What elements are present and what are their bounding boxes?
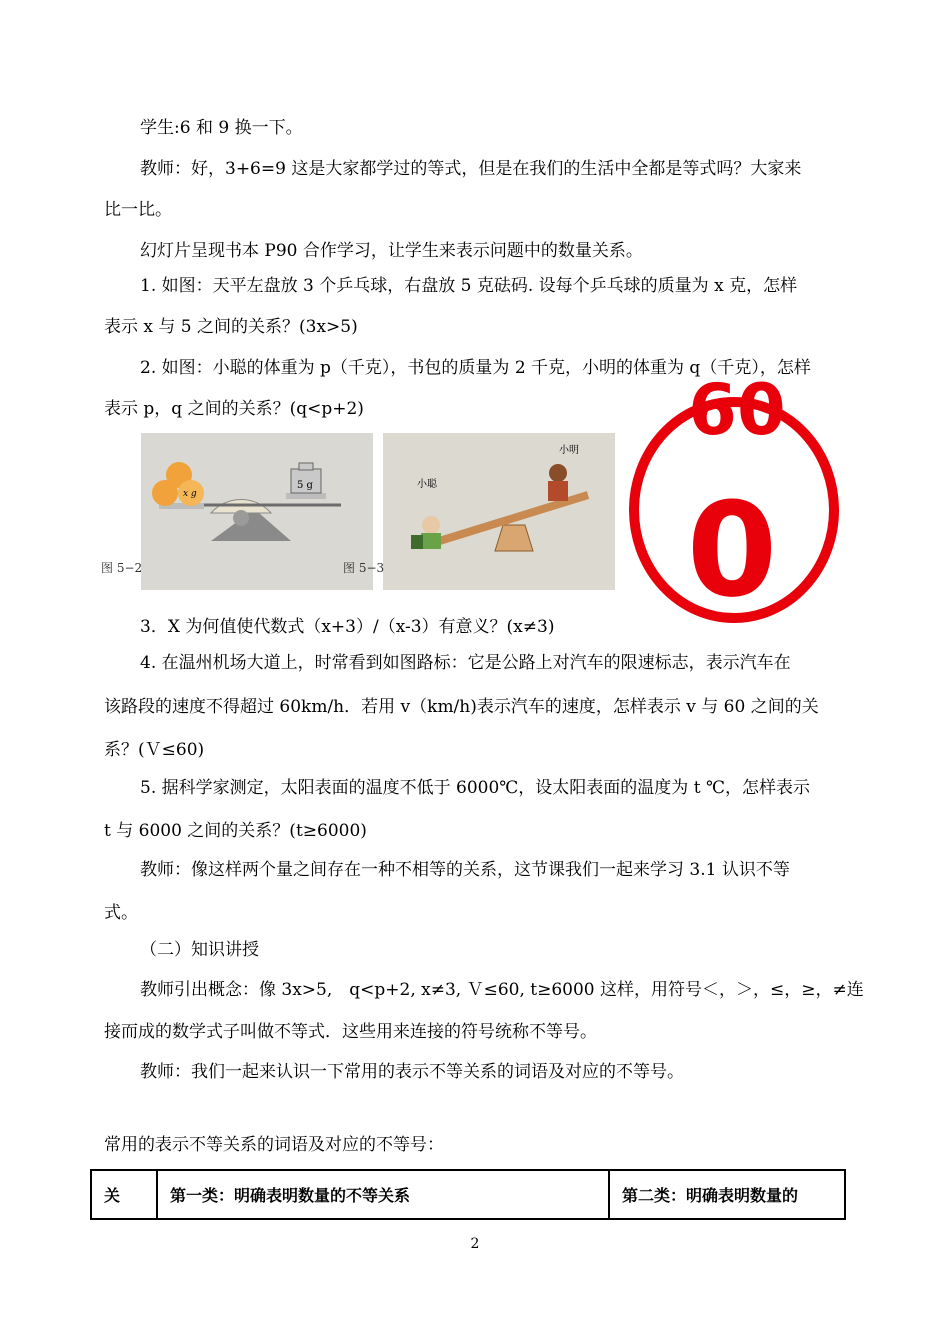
paragraph-concept-cont: 接而成的数学式子叫做不等式．这些用来连接的符号统称不等号。 [104,1022,597,1042]
question-4: 4. 在温州机场大道上，时常看到如图路标：它是公路上对汽车的限速标志，表示汽车在 [140,653,791,673]
question-2-cont: 表示 p，q 之间的关系？(q<p+2) [104,399,364,419]
paragraph-teacher-words: 教师：我们一起来认识一下常用的表示不等关系的词语及对应的不等号。 [140,1062,684,1082]
question-1-cont: 表示 x 与 5 之间的关系？(3x>5) [104,317,358,337]
question-2: 2. 如图：小聪的体重为 p（千克），书包的质量为 2 千克，小明的体重为 q（千克），怎样 [140,358,811,378]
paragraph-teacher-summary: 教师：像这样两个量之间存在一种不相等的关系，这节课我们一起来学习 3.1 认识不等 [140,860,790,880]
speed-sign-number-bottom: 0 [686,474,778,626]
speed-limit-sign [622,370,852,624]
table-cell: 第一类：明确表明数量的不等关系 [157,1170,609,1219]
paragraph-concept: 教师引出概念：像 3x>5, q<p+2, x≠3, Ｖ≤60, t≥6000 这样，用符号＜，＞，≤，≥，≠连 [140,980,864,1000]
paragraph-student-reply: 学生:6 和 9 换一下。 [140,118,303,138]
question-4-cont: 该路段的速度不得超过 60km/h．若用 v（km/h)表示汽车的速度，怎样表示 v 与 60 之间的关 [104,697,819,717]
weight-label: 5 g [297,480,313,491]
paragraph-slide: 幻灯片呈现书本 P90 合作学习，让学生来表示问题中的数量关系。 [140,241,643,261]
table-caption: 常用的表示不等关系的词语及对应的不等号： [104,1135,444,1155]
paragraph-teacher-summary-cont: 式。 [104,903,138,923]
table-cell: 关 [91,1170,157,1219]
inequality-words-table [90,1169,846,1220]
question-5: 5. 据科学家测定，太阳表面的温度不低于 6000℃，设太阳表面的温度为 t ℃，怎样表示 [140,778,810,798]
child-name-left: 小聪 [417,479,437,490]
question-5-cont: t 与 6000 之间的关系？(t≥6000) [104,821,367,841]
seesaw-figure [343,433,615,590]
table-cell: 第二类：明确表明数量的 [609,1170,845,1219]
balance-scale-figure [101,433,373,590]
figure-caption: 图 5−2 [101,561,143,575]
figure-caption: 图 5−3 [343,561,385,575]
section-heading: （二）知识讲授 [140,940,259,960]
child-name-right: 小明 [559,445,579,456]
speed-sign-number-top: 60 [688,369,786,451]
page-number: 2 [470,1236,480,1252]
paragraph-teacher-intro: 教师：好，3+6=9 这是大家都学过的等式，但是在我们的生活中全都是等式吗？大家来 [140,159,802,179]
question-4-answer: 系？(Ｖ≤60) [104,740,205,760]
question-1: 1. 如图：天平左盘放 3 个乒乓球，右盘放 5 克砝码. 设每个乒乓球的质量为 x 克，怎样 [140,276,798,296]
paragraph-teacher-intro-cont: 比一比。 [104,200,172,220]
table-row [91,1170,845,1219]
question-3: 3．X 为何值使代数式（x+3）/（x-3）有意义？(x≠3) [140,617,555,637]
ball-label: x g [183,489,197,499]
